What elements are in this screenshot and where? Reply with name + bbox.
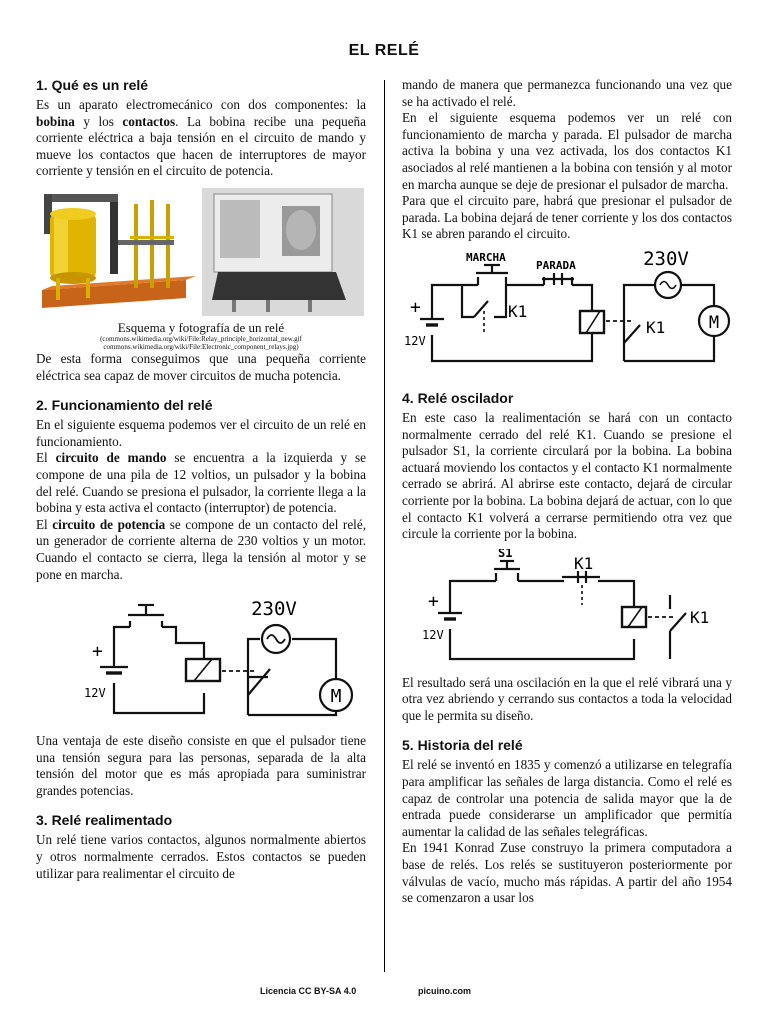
k1-label: K1 [508, 301, 528, 321]
figure-source: (commons.wikimedia.org/wiki/File:Relay_principle_horizontal_new.gif [100, 334, 302, 343]
section-heading: 3. Relé realimentado [36, 812, 173, 829]
text-run: se encuentra a la izquierda y se compone de una pila de 12 voltios, un pulsador y la bobina del relé. Cuando se presiona el pulsador, la corriente llega a la bobina y esta activa el contacto (interruptor) de potencia. [36, 450, 366, 516]
k1-label: K1 [690, 607, 710, 627]
paragraph: En el siguiente esquema podemos ver un relé con funcionamiento de marcha y parada. El pulsador de marcha activa la bobina y una vez activada, los dos contactos K1 asociados al relé mantienen a la bobina con tensión y al motor en marcha aunque se deje de presionar el pulsador de marcha. [402, 110, 732, 192]
paragraph: Para que el circuito pare, habrá que presionar el pulsador de parada. La bobina dejará de tener corriente y los dos contactos K1 se abren parando el circuito. [402, 193, 732, 242]
text-run: El [36, 450, 56, 466]
bold-term: contactos [122, 113, 176, 129]
dc-voltage-label: 12V [84, 686, 106, 701]
text-run: El [36, 516, 53, 532]
figure-source: commons.wikimedia.org/wiki/File:Electronic_component_relays.jpg) [103, 342, 299, 351]
plus-label: + [428, 590, 439, 612]
figure-caption: Esquema y fotografía de un relé [117, 319, 285, 335]
text-run: Es un aparato electromecánico con dos componentes: la [36, 97, 366, 112]
section-heading: 1. Qué es un relé [36, 77, 149, 93]
ac-voltage-label: 230V [251, 598, 297, 621]
paragraph: Una ventaja de este diseño consiste en que el pulsador tiene una tensión segura para las personas, separada de la alta tensión del motor que es más apropiada para suministrar grandes potencias. [36, 733, 366, 798]
bold-term: circuito de mando [55, 450, 167, 466]
ac-voltage-label: 230V [643, 248, 689, 270]
paragraph [36, 97, 366, 180]
k1-label: K1 [646, 317, 666, 337]
latching-relay-diagram [402, 249, 732, 377]
relay-circuit-diagram [36, 587, 366, 727]
left-column [36, 76, 366, 882]
footer-site: picuino.com [418, 986, 472, 996]
motor-label: M [330, 686, 342, 708]
text-run: se compone de un contacto del relé, un generador de corriente alterna de 230 voltios y un motor. Cuando el contacto se cierra, llega la tensión al motor y se pone en marcha. [36, 516, 366, 582]
relay-photo [202, 188, 364, 316]
bold-term: bobina [36, 113, 75, 129]
relay-schematic-drawing [42, 194, 196, 308]
paragraph: El relé se inventó en 1835 y comenzó a utilizarse en telegrafía para amplificar las señales de larga distancia. Como el relé es capaz de controlar una potencia de salida mayor que la de entrada puede considerarse un amplificador que permitía aumentar la calidad de las señales telegráficas. [402, 757, 732, 839]
dc-voltage-label: 12V [404, 333, 426, 348]
paragraph: El resultado será una oscilación en la que el relé vibrará una y otra vez abriendo y cerrando sus contactos a toda la velocidad que le permita su diseño. [402, 674, 732, 723]
oscillator-relay-diagram [402, 549, 732, 667]
column-divider [384, 80, 385, 972]
dc-voltage-label: 12V [422, 627, 444, 642]
text-run: y los [74, 113, 123, 129]
paragraph: mando de manera que permanezca funcionando una vez que se ha activado el relé. [402, 77, 732, 109]
section-heading: 4. Relé oscilador [402, 389, 514, 406]
plus-label: + [410, 296, 421, 318]
paragraph [36, 450, 366, 516]
paragraph: Un relé tiene varios contactos, algunos normalmente abiertos y otros normalmente cerrados. Estos contactos se pueden utilizar para realimentar el circuito de [36, 832, 366, 881]
relay-figure [36, 180, 366, 318]
paragraph: En 1941 Konrad Zuse construyo la primera computadora a base de relés. Los relés se sustituyeron posteriormente por válvulas de vacío, mucho más rápidas. A partir del año 1954 se comenzaron a usar los [402, 840, 732, 906]
page-title: EL RELÉ [348, 42, 420, 59]
paragraph: En este caso la realimentación se hará con un contacto normalmente cerrado del relé K1. Cuando se presione el pulsador S1, la corriente circulará por la bobina. La bobina actuará moviendo los contactos y el contacto K1 normalmente cerrado se abrirá. Al abrirse este contacto, dejará de circular corriente por la bobina. La bobina dejará de actuar, con lo que el contacto K1 volverá a cerrarse permitiendo otra vez que circule la corriente por la bobina. [402, 409, 732, 542]
text-run: . La bobina recibe una pequeña corriente eléctrica a baja tensión en el circuito de mando y mueve los contactos que hacen de interruptores de mayor corriente y tensión en el circuito de potencia. [36, 113, 366, 179]
paragraph: De esta forma conseguimos que una pequeña corriente eléctrica sea capaz de mover circuitos de mucha potencia. [36, 350, 366, 383]
section-heading: 2. Funcionamiento del relé [36, 397, 213, 414]
k1-label: K1 [574, 553, 594, 573]
motor-label: M [708, 312, 720, 333]
paragraph: En el siguiente esquema podemos ver el circuito de un relé en funcionamiento. [36, 417, 366, 449]
paragraph [36, 517, 366, 583]
right-column [402, 77, 732, 907]
marcha-label: MARCHA [466, 250, 506, 264]
section-heading: 5. Historia del relé [402, 737, 523, 754]
bold-term: circuito de potencia [52, 516, 166, 532]
s1-label: S1 [498, 548, 513, 560]
parada-label: PARADA [536, 258, 576, 272]
footer-license: Licencia CC BY-SA 4.0 [260, 986, 357, 996]
plus-label: + [92, 641, 103, 663]
